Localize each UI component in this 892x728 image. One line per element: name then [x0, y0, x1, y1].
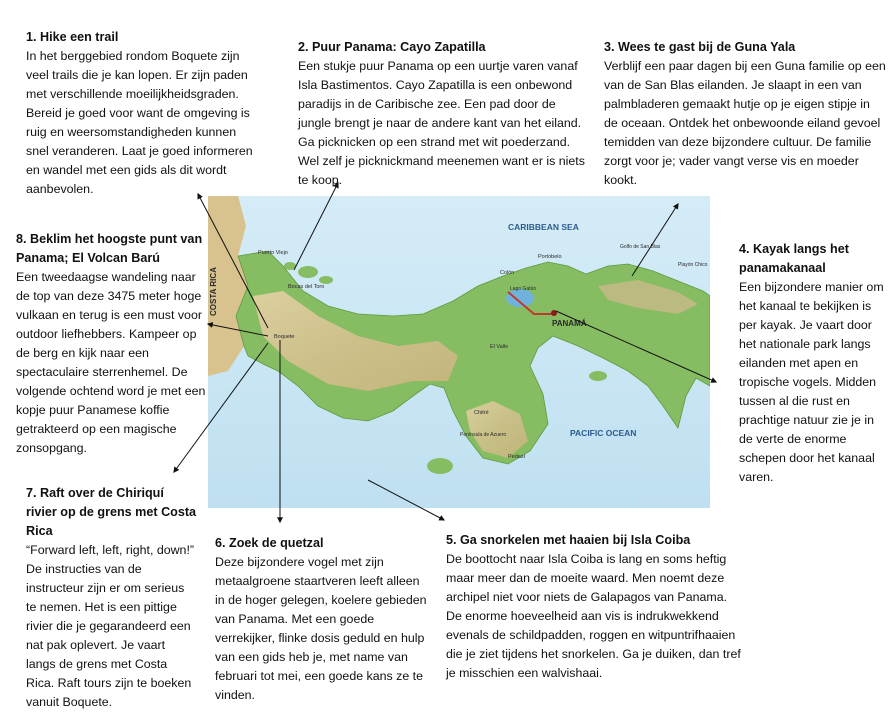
pearl-islands	[589, 371, 607, 381]
item-1-hike	[26, 28, 262, 199]
place-label-lago-gatun: Lago Gatún	[510, 286, 537, 292]
item-title: 8. Beklim het hoogste punt van Panama; El Volcan Barú	[16, 232, 203, 265]
place-label-el-valle: El Valle	[490, 344, 509, 350]
item-title: 1. Hike een trail	[26, 30, 119, 44]
place-label-portobelo: Portobelo	[538, 254, 562, 260]
place-label-pedasi: Pedasí	[508, 454, 526, 460]
bocas-island-a	[298, 266, 318, 278]
panama-country-label: PANAMÁ	[552, 319, 587, 328]
item-6-quetzal	[215, 534, 427, 705]
costa-rica-label: COSTA RICA	[209, 267, 218, 316]
place-label-chitre: Chitré	[474, 410, 489, 416]
item-title: 6. Zoek de quetzal	[215, 536, 324, 550]
item-2-cayo-zapatilla	[298, 38, 588, 190]
item-4-kayak	[739, 240, 885, 487]
place-label-boquete: Boquete	[274, 334, 295, 340]
panama-map	[208, 196, 710, 508]
item-text: Verblijf een paar dagen bij een Guna familie op een van de San Blas eilanden. Je slaapt in een van palmbladeren gemaakt hutje op je eigen stipje in de oceaan. Ontdek het onbewoonde eiland gevoel temidden van deze bijzondere cultuur. De familie zorgt voor je; vader vangt verse vis en moeder kookt.	[604, 59, 886, 187]
item-title: 3. Wees te gast bij de Guna Yala	[604, 40, 796, 54]
bocas-island-c	[284, 262, 296, 270]
item-title: 4. Kayak langs het panamakanaal	[739, 242, 849, 275]
item-title: 2. Puur Panama: Cayo Zapatilla	[298, 40, 486, 54]
place-label-playon-chico: Playón Chico	[678, 262, 708, 268]
item-text: De boottocht naar Isla Coiba is lang en soms heftig maar meer dan de moeite waard. Men noemt deze archipel niet voor niets de Galapagos van Panama. De enorme hoeveelheid aan vis is indrukwekkend evenals de schildpadden, roggen en witpuntrifhaaien die je ziet tijdens het snorkelen. Ga je duiken, dan tref je misschien een walvishaai.	[446, 552, 741, 680]
item-text: Deze bijzondere vogel met zijn metaalgroene staartveren leeft alleen in de hoger gelegen, koelere gebieden van Panama. Met een goede verrekijker, flinke dosis geduld en hulp van een gids heb je, met name van februari tot mei, een goede kans ze te vinden.	[215, 555, 427, 702]
item-title: 5. Ga snorkelen met haaien bij Isla Coiba	[446, 533, 691, 547]
item-3-guna-yala	[604, 38, 886, 190]
place-label-golfo-san-blas: Golfo de San Blas	[620, 244, 661, 250]
place-label-bocas-del-toro: Bocas del Toro	[288, 284, 325, 290]
item-text: “Forward left, left, right, down!” De instructies van de instructeur zijn er om serieus te nemen. Het is een pittige rivier die je gegarandeerd een nat pak oplevert. Je vaart langs de grens met Costa Rica. Raft tours zijn te boeken vanuit Boquete.	[26, 543, 195, 709]
panama-city-marker	[551, 310, 557, 316]
item-7-raft	[26, 484, 198, 712]
place-label-azuero: Península de Azuero	[460, 432, 507, 438]
item-5-coiba	[446, 531, 742, 683]
isla-coiba	[427, 458, 453, 474]
caribbean-sea-label: CARIBBEAN SEA	[508, 222, 579, 232]
item-text: Een bijzondere manier om het kanaal te bekijken is per kayak. Je vaart door het nationale park langs eilanden met apen en tropische vogels. Midden tussen al die rust en prachtige natuur zie je in de verte de enorme schepen door het kanaal varen.	[739, 280, 884, 484]
pacific-ocean-label: PACIFIC OCEAN	[570, 428, 637, 438]
place-label-colon: Colón	[500, 270, 515, 276]
item-text: Een stukje puur Panama op een uurtje varen vanaf Isla Bastimentos. Cayo Zapatilla is een onbewond paradijs in de Caribische zee. Een pad door de jungle brengt je naar de andere kant van het eiland. Ga picknicken op een strand met wit poederzand. Wel zelf je picknickmand meenemen want er is niets te koop.	[298, 59, 585, 187]
item-text: In het berggebied rondom Boquete zijn veel trails die je kan lopen. Er zijn paden met verschillende moeilijkheidsgraden. Bereid je goed voor want de omgeving is ruig en weersomstandigheden kunnen snel veranderen. Laat je goed informeren en wandel met een gids als dit wordt aanbevolen.	[26, 49, 253, 196]
place-label-puerto-viejo: Puerto Viejo	[258, 250, 288, 256]
item-title: 7. Raft over de Chiriquí rivier op de grens met Costa Rica	[26, 486, 197, 538]
bocas-island-b	[319, 276, 333, 284]
item-text: Een tweedaagse wandeling naar de top van deze 3475 meter hoge vulkaan en terug is een must voor outdoor liefhebbers. Kampeer op de berg en kijk naar een spectaculaire sterrenhemel. De volgende ochtend word je met een kopje puur Panamese koffie getrakteerd op een magische zonsopgang.	[16, 270, 206, 455]
item-8-volcan-baru	[16, 230, 206, 458]
